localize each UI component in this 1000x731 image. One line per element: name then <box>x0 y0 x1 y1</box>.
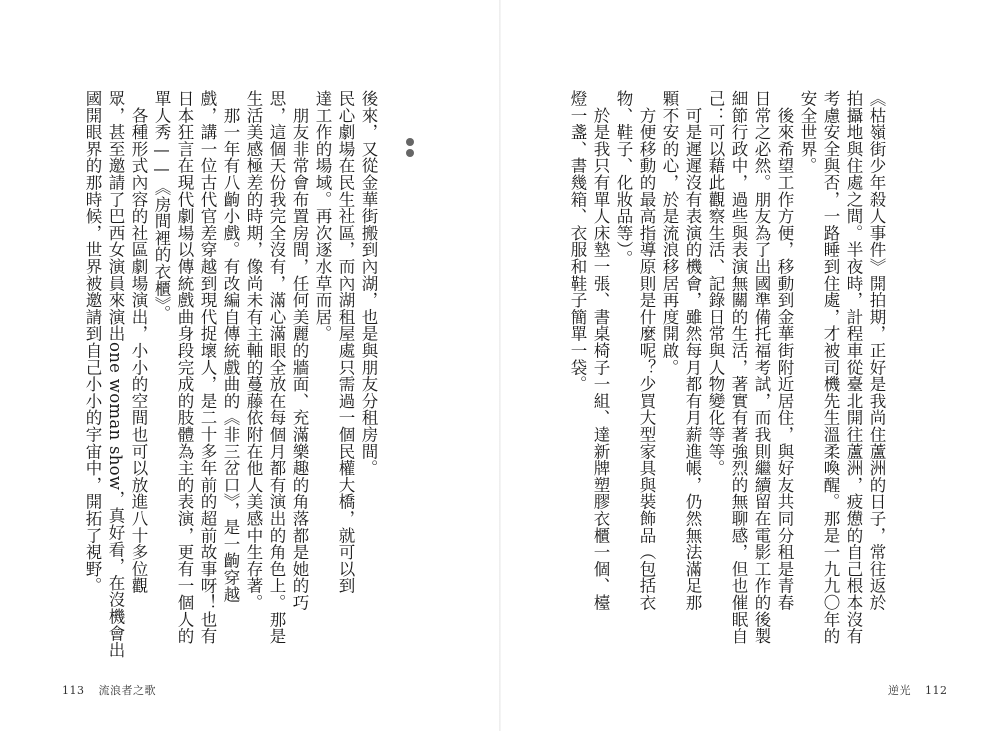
ornament-dot <box>406 138 414 146</box>
right-page-column-3: 考慮安全與否，一路睡到住處，才被司機先生溫柔喚醒。那是一九九〇年的 <box>821 90 840 645</box>
right-page-column-1: 《枯嶺街少年殺人事件》開拍期，正好是我尚住蘆洲的日子，常往返於 <box>867 90 886 611</box>
left-page-column-8: 戲，講一位古代官差穿越到現代捉壞人，是二十多年前的超前故事呀！也有 <box>198 90 217 645</box>
left-running-title: 流浪者之歌 <box>98 684 156 697</box>
right-page-column-12: 物、鞋子、化妝品等）。 <box>614 90 633 267</box>
right-page-column-6: 日常之必然。朋友為了出國準備托福考試，而我則繼續留在電影工作的後製 <box>752 90 771 645</box>
right-page-column-4: 安全世界。 <box>798 90 817 174</box>
right-page-column-10: 顆不安的心，於是流浪移居再度開啟。 <box>660 90 679 376</box>
right-page-footer <box>888 682 948 698</box>
right-page-column-2: 拍攝地與住處之間。半夜時，計程車從臺北開往蘆洲，疲憊的自己根本沒有 <box>844 90 863 645</box>
left-page-column-1: 後來，又從金華街搬到內湖，也是與朋友分租房間。 <box>359 90 378 477</box>
right-page-column-11: 方便移動的最高指導原則是什麼呢？少買大型家具與裝飾品（包括衣 <box>637 90 656 611</box>
left-page-column-12: 眾，甚至邀請了巴西女演員來演出one woman show，真好看，在沒機會出 <box>106 90 125 659</box>
left-page-column-13: 國開眼界的那時候，世界被邀請到自己小小的宇宙中，開拓了視野。 <box>83 90 102 594</box>
right-page-column-8: 己：可以藉此觀察生活、記錄日常與人物變化等等。 <box>706 90 725 477</box>
left-page-column-5: 思，這個天份我完全沒有，滿心滿眼全放在每個月都有演出的角色上。那是 <box>267 90 286 645</box>
left-page-column-7: 那一年有八齣小戲。有改編自傳統戲曲的《非三岔口》，是一齣穿越 <box>221 90 240 603</box>
section-break-ornament <box>404 138 416 168</box>
page-gutter <box>499 0 501 731</box>
left-page-column-6: 生活美感極差的時期，像尚未有主軸的蔓藤依附在他人美感中生存著。 <box>244 90 263 611</box>
left-page-column-2: 民心劇場在民生社區，而內湖租屋處只需過一個民權大橋，就可以到 <box>336 90 355 594</box>
right-page-column-14: 燈一盞、書幾箱、衣服和鞋子簡單一袋。 <box>568 90 587 393</box>
ornament-dot <box>406 149 414 157</box>
left-page-column-9: 日本狂言在現代劇場以傳統戲曲身段完成的肢體為主的表演，更有一個人的 <box>175 90 194 645</box>
left-page-footer <box>62 682 156 698</box>
right-page-column-9: 可是遲遲沒有表演的機會，雖然每月都有月薪進帳，仍然無法滿足那 <box>683 90 702 611</box>
right-running-title: 逆光 <box>888 684 911 697</box>
left-page-column-11: 各種形式內容的社區劇場演出，小小的空間也可以放進八十多位觀 <box>129 90 148 594</box>
right-page-column-5: 後來希望工作方便，移動到金華街附近居住，與好友共同分租是青春 <box>775 90 794 611</box>
left-page-column-3: 達工作的場域。再次逐水草而居。 <box>313 90 332 342</box>
right-page-column-13: 於是我只有單人床墊一張、書桌椅子一組、達新牌塑膠衣櫃一個、檯 <box>591 90 610 611</box>
left-page-column-4: 朋友非常會布置房間，任何美麗的牆面、充滿樂趣的角落都是她的巧 <box>290 90 309 611</box>
left-page-number: 113 <box>62 684 85 697</box>
right-page-column-7: 細節行政中，過些與表演無關的生活，著實有著強烈的無聊感，但也催眠自 <box>729 90 748 645</box>
left-page-column-10: 單人秀——《房間裡的衣櫃》。 <box>152 90 171 322</box>
right-page-number: 112 <box>925 684 948 697</box>
